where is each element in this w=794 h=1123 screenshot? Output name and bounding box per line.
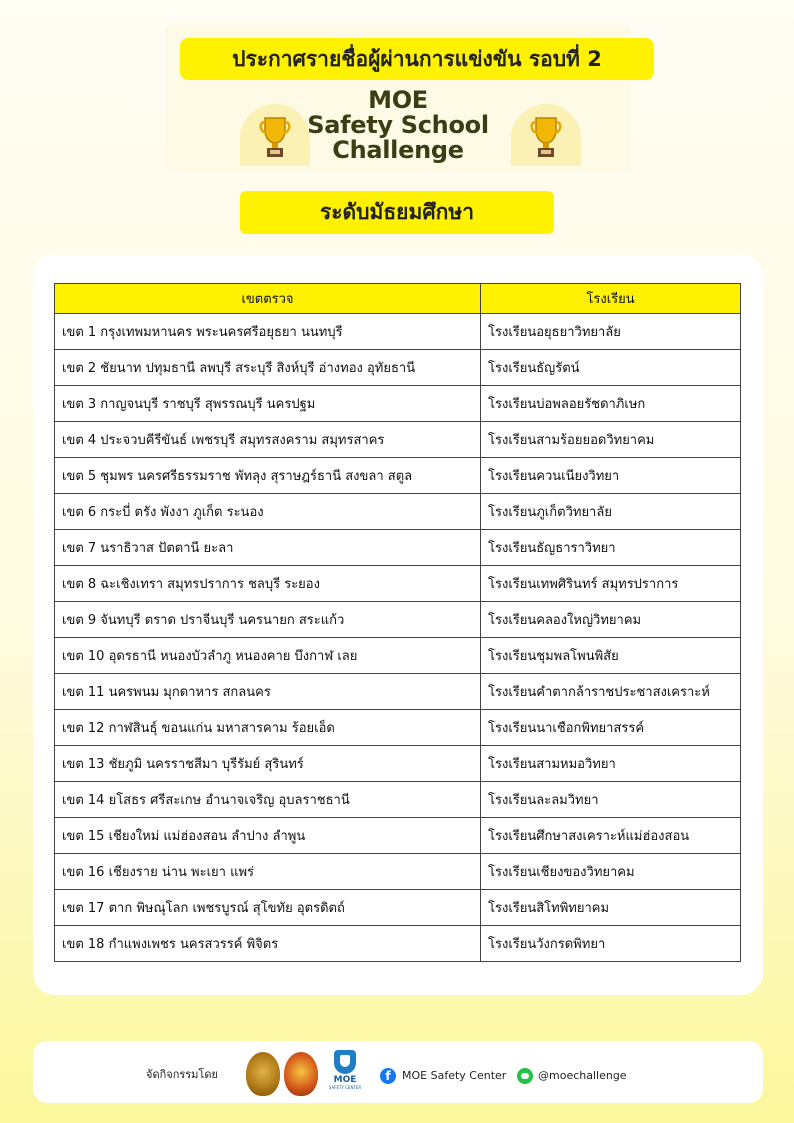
header-school: โรงเรียน	[481, 284, 741, 314]
table-row	[55, 530, 741, 566]
school-cell: โรงเรียนควนเนียงวิทยา	[481, 458, 741, 494]
area-cell: เขต 6 กระบี่ ตรัง พังงา ภูเก็ต ระนอง	[55, 494, 481, 530]
table-row	[55, 746, 741, 782]
school-cell: โรงเรียนธัญธาราวิทยา	[481, 530, 741, 566]
table-header-row	[55, 284, 741, 314]
moe-logo-text: MOE	[333, 1075, 357, 1085]
school-cell: โรงเรียนคลองใหญ่วิทยาคม	[481, 602, 741, 638]
area-cell: เขต 9 จันทบุรี ตราด ปราจีนบุรี นครนายก สระแก้ว	[55, 602, 481, 638]
school-cell: โรงเรียนวังกรดพิทยา	[481, 926, 741, 962]
line-icon[interactable]	[517, 1068, 533, 1084]
table-row	[55, 494, 741, 530]
area-cell: เขต 16 เชียงราย น่าน พะเยา แพร่	[55, 854, 481, 890]
area-cell: เขต 15 เชียงใหม่ แม่ฮ่องสอน ลำปาง ลำพูน	[55, 818, 481, 854]
area-cell: เขต 2 ชัยนาท ปทุมธานี ลพบุรี สระบุรี สิงห์บุรี อ่างทอง อุทัยธานี	[55, 350, 481, 386]
table-row	[55, 782, 741, 818]
moe-logo-subtext: SAFETY CENTER	[328, 1085, 362, 1090]
level-title: ระดับมัธยมศึกษา	[240, 191, 554, 234]
logo-line-challenge: Challenge	[332, 136, 464, 164]
area-cell: เขต 12 กาฬสินธุ์ ขอนแก่น มหาสารคาม ร้อยเอ็ด	[55, 710, 481, 746]
area-cell: เขต 17 ตาก พิษณุโลก เพชรบูรณ์ สุโขทัย อุตรดิตถ์	[55, 890, 481, 926]
table-row	[55, 890, 741, 926]
school-cell: โรงเรียนเทพศิรินทร์ สมุทรปราการ	[481, 566, 741, 602]
area-cell: เขต 3 กาญจนบุรี ราชบุรี สุพรรณบุรี นครปฐม	[55, 386, 481, 422]
school-cell: โรงเรียนนาเชือกพิทยาสรรค์	[481, 710, 741, 746]
table-row	[55, 638, 741, 674]
area-cell: เขต 13 ชัยภูมิ นครราชสีมา บุรีรัมย์ สุรินทร์	[55, 746, 481, 782]
line-account-link[interactable]: @moechallenge	[538, 1069, 627, 1082]
footer	[33, 1041, 763, 1103]
school-cell: โรงเรียนธัญรัตน์	[481, 350, 741, 386]
area-cell: เขต 11 นครพนม มุกดาหาร สกลนคร	[55, 674, 481, 710]
table-row	[55, 314, 741, 350]
facebook-page-link[interactable]: MOE Safety Center	[402, 1069, 507, 1082]
area-cell: เขต 10 อุดรธานี หนองบัวลำภู หนองคาย บึงกาฬ เลย	[55, 638, 481, 674]
school-cell: โรงเรียนบ่อพลอยรัชดาภิเษก	[481, 386, 741, 422]
facebook-icon[interactable]: f	[380, 1068, 396, 1084]
table-row	[55, 818, 741, 854]
table-row	[55, 602, 741, 638]
table-row	[55, 422, 741, 458]
table-row	[55, 458, 741, 494]
school-cell: โรงเรียนสิโทพิทยาคม	[481, 890, 741, 926]
table-row	[55, 710, 741, 746]
shield-icon	[334, 1050, 356, 1074]
table-row	[55, 854, 741, 890]
school-cell: โรงเรียนคำตากล้าราชประชาสงเคราะห์	[481, 674, 741, 710]
table-row	[55, 674, 741, 710]
logo-line-safety-school: Safety School	[307, 111, 489, 139]
school-cell: โรงเรียนสามร้อยยอดวิทยาคม	[481, 422, 741, 458]
school-cell: โรงเรียนอยุธยาวิทยาลัย	[481, 314, 741, 350]
trophy-icon	[511, 104, 581, 166]
table-row	[55, 350, 741, 386]
table-row	[55, 926, 741, 962]
school-cell: โรงเรียนภูเก็ตวิทยาลัย	[481, 494, 741, 530]
area-cell: เขต 18 กำแพงเพชร นครสวรรค์ พิจิตร	[55, 926, 481, 962]
ministry-seal-logo	[246, 1052, 280, 1096]
school-cell: โรงเรียนศึกษาสงเคราะห์แม่ฮ่องสอน	[481, 818, 741, 854]
results-table	[54, 283, 741, 962]
area-cell: เขต 4 ประจวบคีรีขันธ์ เพชรบุรี สมุทรสงคราม สมุทรสาคร	[55, 422, 481, 458]
moe-safety-center-logo	[328, 1050, 362, 1096]
school-cell: โรงเรียนสามหมอวิทยา	[481, 746, 741, 782]
school-cell: โรงเรียนชุมพลโพนพิสัย	[481, 638, 741, 674]
table-row	[55, 566, 741, 602]
area-cell: เขต 14 ยโสธร ศรีสะเกษ อำนาจเจริญ อุบลราชธานี	[55, 782, 481, 818]
table-row	[55, 386, 741, 422]
area-cell: เขต 7 นราธิวาส ปัตตานี ยะลา	[55, 530, 481, 566]
area-cell: เขต 1 กรุงเทพมหานคร พระนครศรีอยุธยา นนทบุรี	[55, 314, 481, 350]
challenge-logo	[300, 88, 496, 163]
office-seal-logo	[284, 1052, 318, 1096]
school-cell: โรงเรียนละลมวิทยา	[481, 782, 741, 818]
announcement-title: ประกาศรายชื่อผู้ผ่านการแข่งขัน รอบที่ 2	[180, 38, 654, 80]
school-cell: โรงเรียนเชียงของวิทยาคม	[481, 854, 741, 890]
header-area: เขตตรวจ	[55, 284, 481, 314]
organizer-label: จัดกิจกรรมโดย	[146, 1068, 218, 1081]
area-cell: เขต 5 ชุมพร นครศรีธรรมราช พัทลุง สุราษฎร์ธานี สงขลา สตูล	[55, 458, 481, 494]
area-cell: เขต 8 ฉะเชิงเทรา สมุทรปราการ ชลบุรี ระยอง	[55, 566, 481, 602]
logo-line-moe: MOE	[368, 86, 428, 114]
